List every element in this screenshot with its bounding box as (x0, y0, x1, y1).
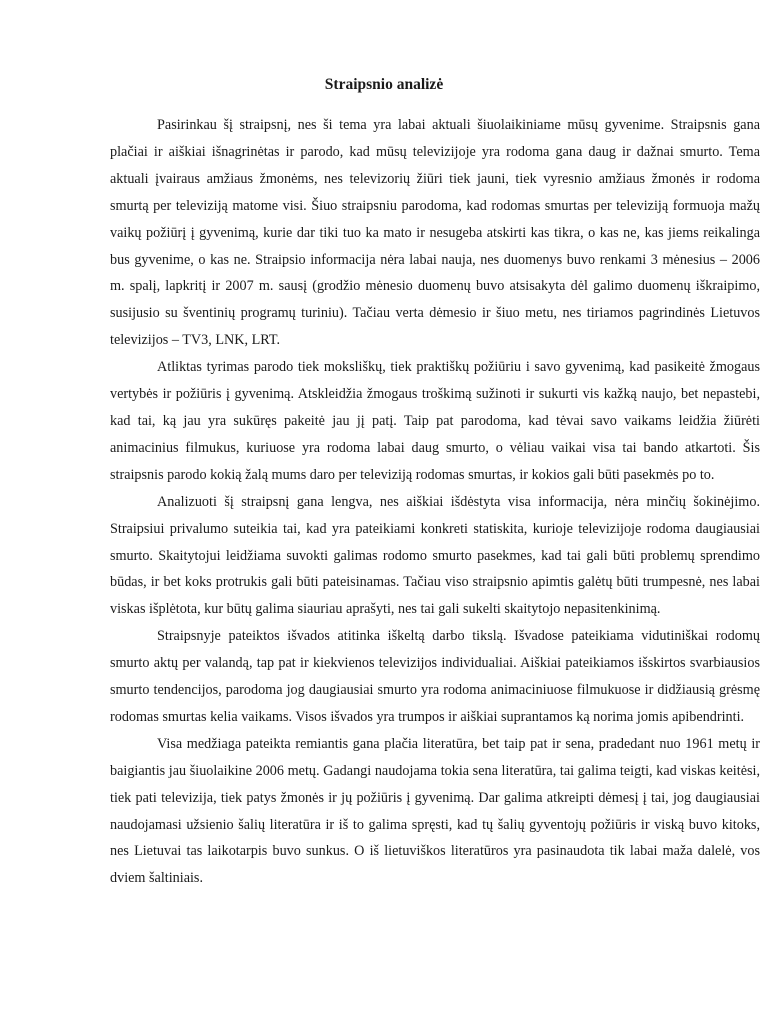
paragraph-3: Analizuoti šį straipsnį gana lengva, nes aiškiai išdėstyta visa informacija, nėra minčių šokinėjimo. Straipsiui privalumo suteikia tai, kad yra pateikiami konkreti statiskita, kurioje televizijoje rodoma daugiausiai smurto. Skaitytojui leidžiama suvokti galimas rodomo smurto pasekmes, kad tai gali būti problemų sprendimo būdas, ir bet koks protrukis gali būti pateisinamas. Tačiau viso straipsnio apimtis galėtų būti trumpesnė, nes labai viskas išplėtota, kur būtų galima siauriau aprašyti, nes tai gali sukelti skaitytojo nepasitenkinimą. (110, 493, 760, 618)
document-title: Straipsnio analizė (324, 76, 444, 93)
document-body (110, 112, 760, 892)
paragraph-4: Straipsnyje pateiktos išvados atitinka iškeltą darbo tikslą. Išvadose pateikiama vidutiniškai rodomų smurto aktų per valandą, tap pat ir kiekvienos televizijos individualiai. Aiškiai pateikiamos išskirtos svarbiausios smurto tendencijos, parodoma jog daugiausiai smurto yra rodoma animaciniuose filmukuose ir didžiausią grėsmę rodomas smurtas kelia vaikams. Visos išvados yra trumpos ir aiškiai suprantamos ką norima jomis apibendrinti. (110, 628, 760, 725)
paragraph-5: Visa medžiaga pateikta remiantis gana plačia literatūra, bet taip pat ir sena, pradedant nuo 1961 metų ir baigiantis jau šiuolaikine 2006 metų. Gadangi naudojama tokia sena literatūra, tai galima teigti, kad viskas keitėsi, tiek pati televizija, tiek patys žmonės ir jų požiūris į gyvenimą. Dar galima atkreipti dėmesį į tai, jog daugiausiai naudojamasi užsienio šalių literatūra ir iš to galima spręsti, kad tų šalių gyventojų požiūris ir viską buvo kitoks, nes Lietuvai tas laikotarpis buvo sunkus. O iš lietuviškos literatūros yra pasinaudota tik labai maža dalelė, vos dviem šaltiniais. (110, 735, 760, 887)
paragraph-2: Atliktas tyrimas parodo tiek moksliškų, tiek praktiškų požiūriu i savo gyvenimą, kad pasikeitė žmogaus vertybės ir požiūris į gyvenimą. Atskleidžia žmogaus troškimą sužinoti ir sukurti vis kažką naujo, bet nepastebi, kad tai, ką jau yra sukūręs pakeitė jau jį patį. Taip pat parodoma, kad tėvai savo vaikams leidžia žiūrėti animacinius filmukus, kuriuose yra rodoma labai daug smurto, o vėliau vaikai visa tai bando atkartoti. Šis straipsnis parodo kokią žalą mums daro per televiziją rodomas smurtas, ir kokios gali būti pasekmės po to. (110, 359, 760, 483)
paragraph-1: Pasirinkau šį straipsnį, nes ši tema yra labai aktuali šiuolaikiniame mūsų gyvenime. Straipsnis gana plačiai ir aiškiai išnagrinėtas ir parodo, kad mūsų televizijoje yra rodoma gana daug ir dažnai smurto. Tema aktuali įvairaus amžiaus žmonėms, nes televizorių žiūri tiek jauni, tiek vyresnio amžiaus žmonės ir rodoma smurtą per televiziją matome visi. Šiuo straipsniu parodoma, kad rodomas smurtas per televiziją formuoja mažų vaikų požiūrį į gyvenimą, kurie dar tiki tuo ka mato ir nesugeba atskirti kas tikra, o kas ne, kas jiems reikalinga bus gyvenime, o kas ne. Straipsio informacija nėra labai nauja, nes duomenys buvo renkami 3 mėnesius – 2006 m. spalį, lapkritį ir 2007 m. sausį (grodžio mėnesio duomenų buvo atsisakyta dėl galimo duomenų iškraipimo, susijusio su šventinių programų turiniu). Tačiau verta dėmesio ir šiuo metu, nes tiriamos pagrindinės Lietuvos televizijos – TV3, LNK, LRT. (110, 117, 760, 349)
